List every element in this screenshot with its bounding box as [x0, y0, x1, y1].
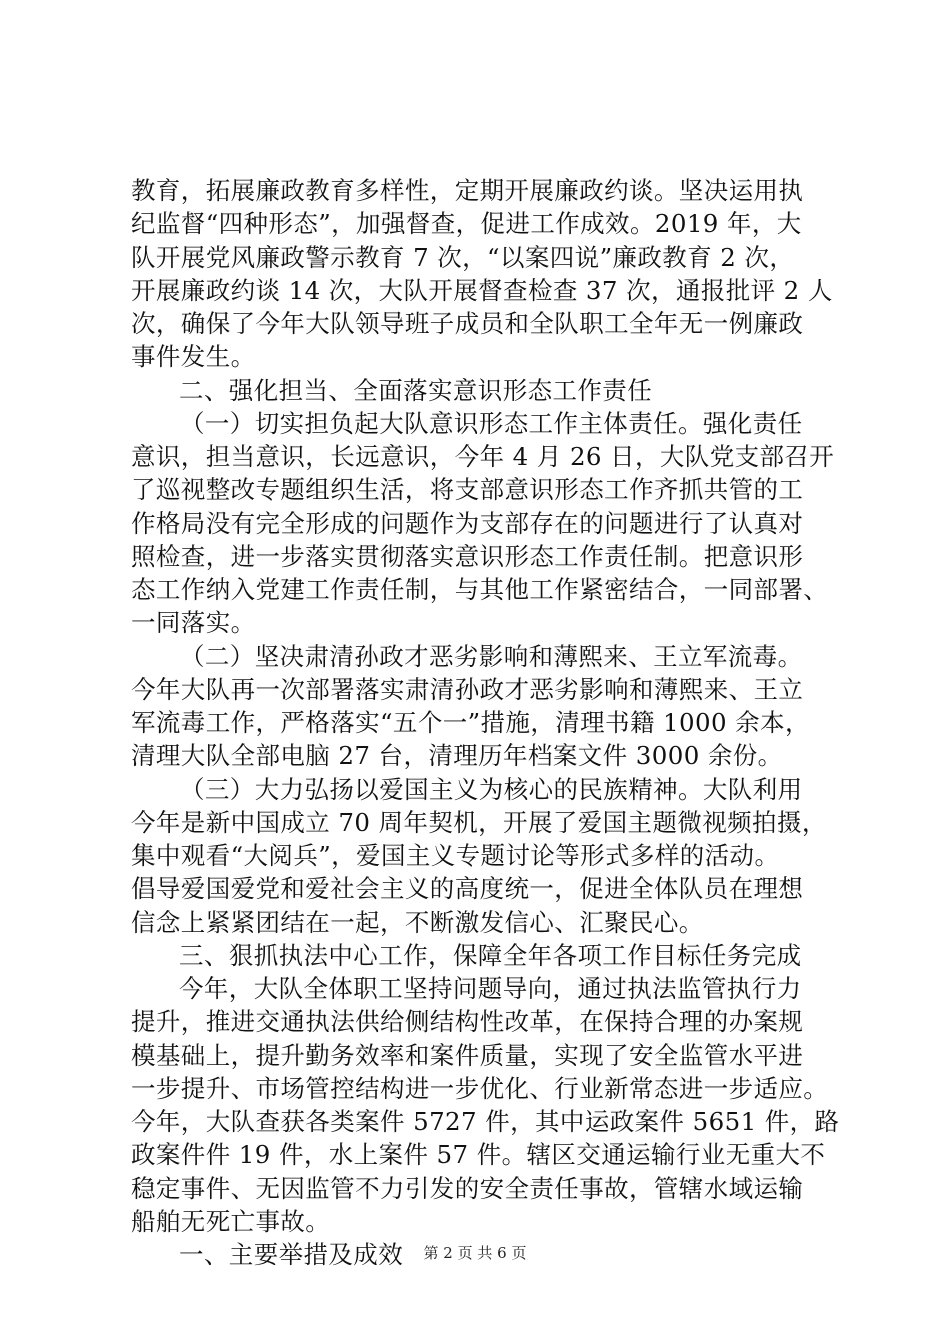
text-line: 稳定事件、无因监管不力引发的安全责任事故，管辖水域运输: [131, 1174, 804, 1203]
text-line: 今年是新中国成立 70 周年契机，开展了爱国主题微视频拍摄，: [131, 808, 827, 837]
text-line: 今年大队再一次部署落实肃清孙政才恶劣影响和薄熙来、王立: [131, 675, 804, 704]
text-line: 态工作纳入党建工作责任制，与其他工作紧密结合，一同部署、: [131, 575, 829, 604]
text-line: 队开展党风廉政警示教育 7 次，“以案四说”廉政教育 2 次，: [131, 243, 795, 272]
text-line: 模基础上，提升勤务效率和案件质量，实现了安全监管水平进: [131, 1041, 804, 1070]
text-line: 一步提升、市场管控结构进一步优化、行业新常态进一步适应。: [131, 1074, 829, 1103]
subsection-heading: （三）大力弘扬以爱国主义为核心的民族精神。大队利用: [180, 775, 803, 804]
text-line: 今年，大队查获各类案件 5727 件，其中运政案件 5651 件，路: [131, 1107, 840, 1136]
page-number: 第 2 页 共 6 页: [423, 1244, 527, 1262]
text-line: 清理大队全部电脑 27 台，清理历年档案文件 3000 余份。: [131, 741, 783, 770]
section-heading: 三、狠抓执法中心工作，保障全年各项工作目标任务完成: [179, 941, 802, 970]
text-line: 纪监督“四种形态”，加强督查，促进工作成效。2019 年，大: [131, 209, 802, 238]
subsection-heading: （一）切实担负起大队意识形态工作主体责任。强化责任: [180, 409, 803, 438]
text-line: 照检查，进一步落实贯彻落实意识形态工作责任制。把意识形: [131, 542, 804, 571]
text-line: 了巡视整改专题组织生活，将支部意识形态工作齐抓共管的工: [131, 475, 804, 504]
section-heading: 二、强化担当、全面落实意识形态工作责任: [179, 376, 653, 405]
text-line: 一同落实。: [131, 608, 256, 637]
text-line: 作格局没有完全形成的问题作为支部存在的问题进行了认真对: [131, 509, 804, 538]
text-line: 教育，拓展廉政教育多样性，定期开展廉政约谈。坚决运用执: [131, 176, 804, 205]
text-line: 政案件件 19 件，水上案件 57 件。辖区交通运输行业无重大不: [131, 1140, 826, 1169]
text-line: 军流毒工作，严格落实“五个一”措施，清理书籍 1000 余本，: [131, 708, 810, 737]
text-line: 事件发生。: [131, 342, 256, 371]
text-line: 意识，担当意识，长远意识，今年 4 月 26 日，大队党支部召开: [131, 442, 835, 471]
text-line: 信念上紧紧团结在一起，不断激发信心、汇聚民心。: [131, 908, 704, 937]
text-line: 提升，推进交通执法供给侧结构性改革，在保持合理的办案规: [131, 1007, 804, 1036]
subsection-heading: （二）坚决肃清孙政才恶劣影响和薄熙来、王立军流毒。: [180, 642, 803, 671]
text-line: 开展廉政约谈 14 次，大队开展督查检查 37 次，通报批评 2 人: [131, 276, 833, 305]
text-line: 集中观看“大阅兵”，爱国主义专题讨论等形式多样的活动。: [131, 841, 780, 870]
text-line: 次，确保了今年大队领导班子成员和全队职工全年无一例廉政: [131, 309, 804, 338]
text-line: 船舶无死亡事故。: [131, 1207, 331, 1236]
text-line: 倡导爱国爱党和爱社会主义的高度统一，促进全体队员在理想: [131, 874, 804, 903]
text-line: 今年，大队全体职工坚持问题导向，通过执法监管执行力: [179, 974, 802, 1003]
section-heading: 一、主要举措及成效: [179, 1240, 404, 1269]
